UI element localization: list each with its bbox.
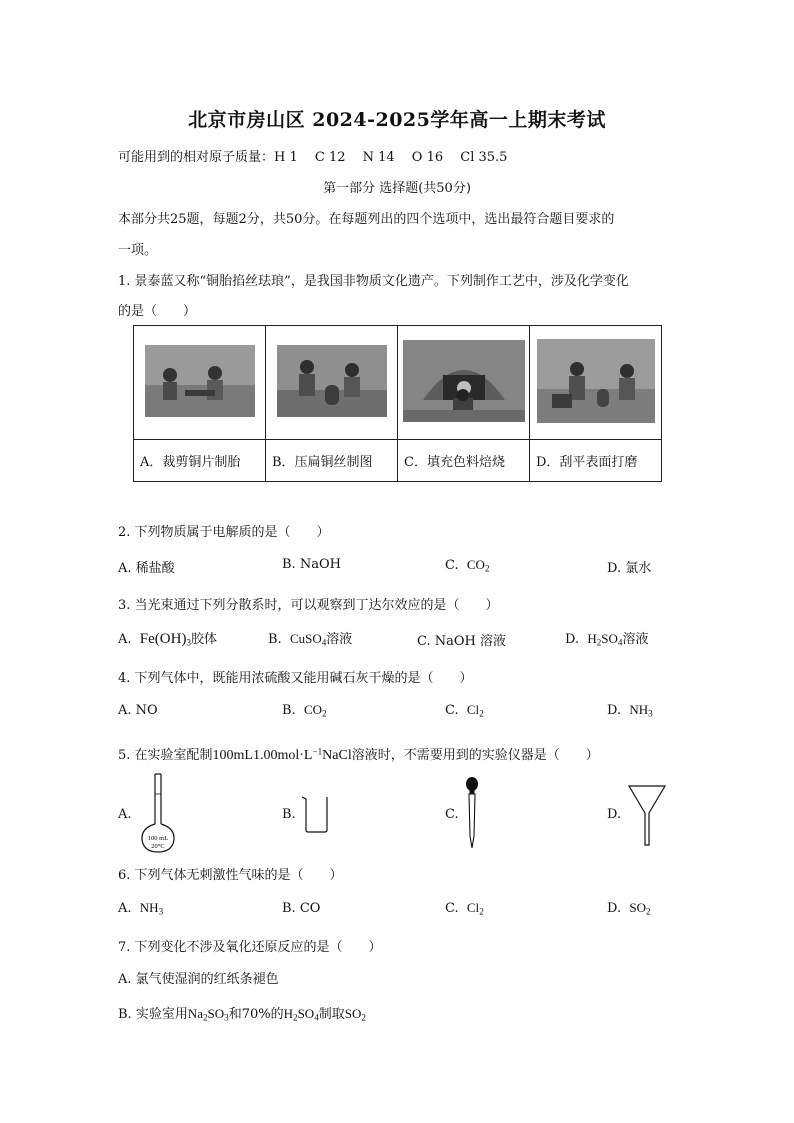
flask-label-temp: 20°C	[151, 843, 165, 850]
q5-option-a-label[interactable]: A.	[118, 807, 132, 822]
part1-heading: 第一部分 选择题(共50分)	[323, 181, 471, 196]
q6-option-c-formula: Cl	[466, 900, 480, 915]
q5-option-b-label[interactable]: B.	[282, 807, 296, 822]
q3-option-a[interactable]	[118, 628, 217, 648]
craft-polishing-picture	[537, 339, 655, 423]
q7-b-s2: 3	[224, 1012, 229, 1023]
q7-option-a[interactable]: A. 氯气使湿润的红纸条褪色	[118, 972, 279, 987]
q7-stem: 7. 下列变化不涉及氧化还原反应的是（ ）	[118, 940, 382, 955]
q7-option-b-pre: B. 实验室用	[118, 1007, 188, 1022]
q5-stem	[118, 744, 599, 764]
q4-option-b[interactable]	[282, 702, 327, 718]
q6-option-a-subscript: 3	[158, 906, 164, 917]
q6-option-c-subscript: 2	[479, 906, 484, 917]
q5-stem-post: 溶液时，不需要用到的实验仪器是（ ）	[351, 748, 599, 763]
q3-option-c[interactable]: C. NaOH 溶液	[417, 634, 507, 649]
q4-option-d-label: D.	[607, 703, 622, 718]
flask-label-volume: 100 mL	[147, 835, 169, 842]
craft-pressing-picture	[277, 345, 387, 417]
q1-option-d-image-cell	[530, 326, 662, 440]
q3-option-a-subscript: 3	[186, 637, 191, 648]
q1-option-c[interactable]: C．填充色料焙烧	[398, 440, 530, 482]
q4-option-c[interactable]	[445, 702, 484, 718]
q5-stem-math2: NaCl	[322, 748, 352, 763]
q6-option-d-formula: SO	[629, 900, 646, 915]
q4-option-c-label: C.	[445, 703, 459, 718]
q7-b-f4: SO	[297, 1006, 315, 1021]
q1-options-table	[133, 325, 662, 482]
q6-option-b[interactable]: B. CO	[282, 901, 321, 916]
q5-stem-sup: −1	[312, 746, 323, 757]
q6-option-a-label: A.	[118, 901, 132, 916]
q1-option-a[interactable]: A．裁剪铜片制胎	[134, 440, 266, 482]
q4-option-b-formula: CO	[303, 702, 323, 717]
q2-option-c-label: C.	[445, 558, 459, 573]
q5-option-c-label[interactable]: C.	[445, 807, 459, 822]
q7-b-f3: H	[283, 1006, 294, 1021]
q4-stem: 4. 下列气体中，既能用浓硫酸又能用碱石灰干燥的是（ ）	[118, 671, 473, 686]
q3-option-a-formula: Fe(OH)	[139, 631, 187, 647]
q3-option-d-sub1: 2	[596, 637, 602, 648]
q4-option-c-subscript: 2	[479, 708, 484, 719]
q6-stem: 6. 下列气体无刺激性气味的是（ ）	[118, 868, 343, 883]
q4-option-d[interactable]	[607, 702, 653, 718]
q5-option-d-label[interactable]: D.	[607, 807, 622, 822]
q3-option-d-sub2: 4	[617, 637, 623, 648]
q7-b-mid: 和70%的	[228, 1007, 284, 1022]
volumetric-flask-icon	[138, 772, 178, 854]
q1-option-d[interactable]: D．刮平表面打磨	[530, 440, 662, 482]
q3-stem: 3. 当光束通过下列分散系时，可以观察到丁达尔效应的是（ ）	[118, 598, 499, 613]
q7-b-s4: 4	[314, 1012, 319, 1023]
q3-option-b[interactable]	[268, 628, 352, 647]
exam-title: 北京市房山区 2024-2025学年高一上期末考试	[188, 109, 606, 131]
q6-option-c[interactable]	[445, 900, 484, 916]
intro-line-2: 一项。	[118, 243, 158, 258]
q5-stem-math: 100mL1.00mol·L	[212, 748, 313, 763]
q4-option-c-formula: Cl	[466, 702, 480, 717]
q3-option-b-suffix: 溶液	[326, 632, 353, 647]
q6-option-c-label: C.	[445, 901, 459, 916]
q3-option-d-suffix: 溶液	[622, 632, 649, 647]
craft-cutting-picture	[145, 345, 255, 417]
q6-option-a[interactable]	[118, 900, 163, 916]
q3-option-d[interactable]	[565, 628, 648, 647]
q1-stem-line2: 的是（ ）	[118, 304, 197, 319]
q1-option-b[interactable]: B．压扁铜丝制图	[266, 440, 398, 482]
q7-b-s1: 2	[203, 1012, 208, 1023]
q3-option-d-label: D.	[565, 632, 580, 647]
q2-option-c[interactable]	[445, 557, 490, 573]
q5-stem-pre: 5. 在实验室配制	[118, 748, 213, 763]
q1-option-a-image-cell	[134, 326, 266, 440]
beaker-icon	[300, 794, 330, 834]
q6-option-a-formula: NH	[139, 900, 159, 915]
q7-option-b[interactable]	[118, 1003, 366, 1022]
q7-b-f2: SO	[207, 1006, 225, 1021]
q2-option-d[interactable]: D. 氯水	[607, 561, 652, 576]
q3-option-a-suffix: 胶体	[191, 632, 218, 647]
q2-option-a[interactable]: A. 稀盐酸	[118, 561, 175, 576]
atomic-masses: 可能用到的相对原子质量：H 1 C 12 N 14 O 16 Cl 35.5	[118, 150, 508, 165]
q4-option-d-subscript: 3	[648, 708, 653, 719]
q4-option-a[interactable]: A. NO	[118, 703, 158, 718]
q7-b-f5: SO	[344, 1006, 362, 1021]
q7-b-s3: 2	[293, 1012, 298, 1023]
q2-stem: 2. 下列物质属于电解质的是（ ）	[118, 525, 330, 540]
q2-option-c-formula: CO	[466, 557, 485, 572]
q3-option-a-label: A.	[118, 632, 132, 647]
q7-b-post-pre: 制取	[318, 1007, 345, 1022]
q1-option-c-image-cell	[398, 326, 530, 440]
q4-option-d-formula: NH	[629, 702, 649, 717]
q2-option-b[interactable]: B. NaOH	[282, 557, 341, 572]
q6-option-d[interactable]	[607, 900, 651, 916]
q1-stem-line1: 1. 景泰蓝又称“铜胎掐丝珐琅”，是我国非物质文化遗产。下列制作工艺中，涉及化学变化	[118, 274, 629, 289]
q3-option-b-label: B.	[268, 632, 282, 647]
q6-option-d-label: D.	[607, 901, 622, 916]
q4-option-b-label: B.	[282, 703, 296, 718]
q6-option-d-subscript: 2	[645, 906, 651, 917]
q2-option-c-subscript: 2	[484, 563, 490, 574]
q1-option-b-image-cell	[266, 326, 398, 440]
q3-option-b-subscript: 4	[321, 637, 327, 648]
intro-line-1: 本部分共25题，每题2分，共50分。在每题列出的四个选项中，选出最符合题目要求的	[118, 212, 615, 227]
dropper-icon	[462, 776, 482, 850]
q4-option-b-subscript: 2	[322, 708, 327, 719]
craft-firing-picture	[403, 340, 525, 422]
funnel-icon	[627, 783, 667, 847]
q7-b-s5: 2	[361, 1012, 366, 1023]
q7-b-f1: Na	[187, 1006, 203, 1021]
q3-option-d-h: H	[587, 631, 597, 646]
q3-option-d-so: SO	[601, 631, 618, 646]
q3-option-b-formula: CuSO	[289, 631, 322, 646]
